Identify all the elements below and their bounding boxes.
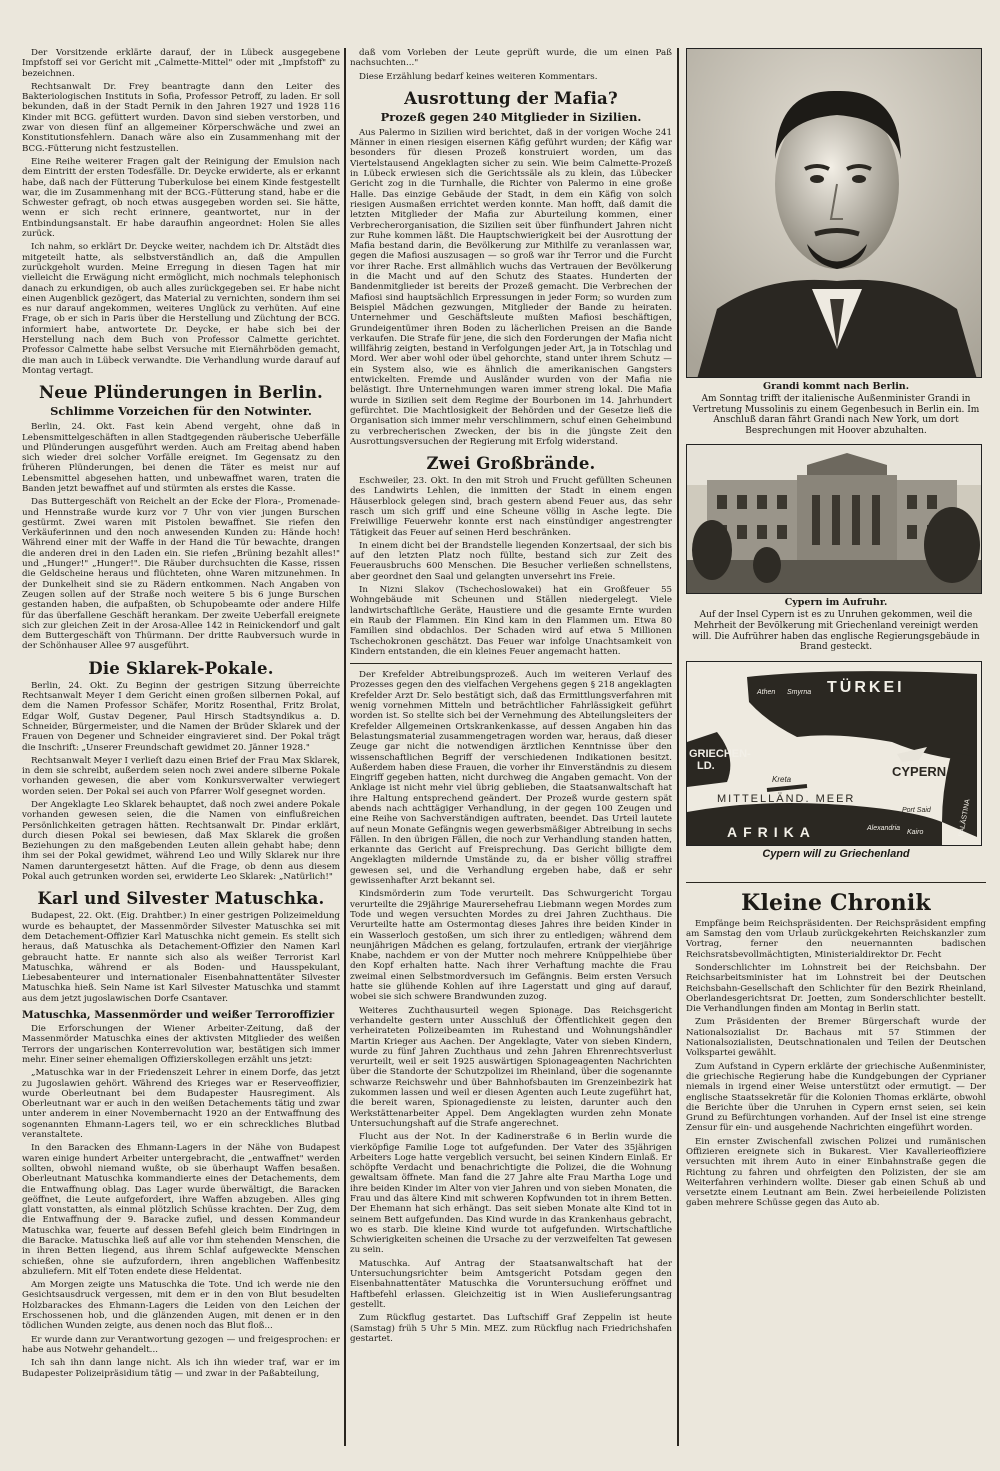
article-paragraph: Das Buttergeschäft von Reichelt an der Ecke der Flora-, Promenade- und Hennstraße wurde kurz vor 7 Uhr von vier jungen Burschen gestürmt. Zwei waren mit Pistolen bewaffnet. Sie riefen den Verkäuferinnen und den noch anwesenden Kunden zu: Hände hoch! Während einer mit der Waffe in der Hand die Tür bewachte, drangen die anderen drei in den Laden ein. Sie riefen „Brüning bezahlt alles!" und „Hunger!" „Hunger!". Die Räuber durchsuchten die Kasse, rissen die Geldscheine heraus und flüchteten, ohne Waren mitzunehmen. In der Dunkelheit sind sie zu Rädern entkommen. Nach Angaben von Zeugen sollen auf der Straße noch weitere 5 bis 6 junge Burschen gestanden haben, die aufpaßten, ob Schupobeamte oder andere Hilfe für das überfallene Geschäft herankam. Der zweite Ueberfall ereignete sich zur gleichen Zeit in der Arosa-Allee 142 in Reinickendorf und galt dem Buttergeschäft von Thürmann. Der dritte Raubversuch wurde in der Schönhauser Allee 97 ausgeführt.: [22, 497, 340, 652]
map-label-portsaid: Port Said: [902, 806, 931, 814]
map-label-ld: LD.: [697, 759, 715, 772]
article-paragraph: Ich sah ihn dann lange nicht. Als ich ihn wieder traf, war er im Budapester Polizeipräsidium tätig — und zwar in der Paßabteilung,: [22, 1358, 340, 1379]
article-paragraph: Am Morgen zeigte uns Matuschka die Tote. Und ich werde nie den Gesichtsausdruck vergessen, mit dem er in den von Blut besudelten Holzbarackes des Ehmann-Lagers die Leiden von den Leichen der Erschossenen hob, und die glänzenden Augen, mit denen er in den tödlichen Wunden zeigte, aus denen noch das Blut floß...: [22, 1280, 340, 1332]
headline-pluenderungen: Neue Plünderungen in Berlin.: [38, 383, 323, 403]
article-paragraph: Zum Präsidenten der Bremer Bürgerschaft wurde der Nationalsozialist Dr. Bachaus mit 57 Stimmen der Nationalsozialisten, Deutschnationalen und Teilen der Deutschen Volkspartei gewählt.: [686, 1017, 986, 1059]
article-paragraph: In den Baracken des Ehmann-Lagers in der Nähe von Budapest waren einige hundert Arbeiter untergebracht, die „entwaffnet" werden sollten, obwohl niemand wußte, ob sie überhaupt Waffen besaßen. Oberleutnant Matuschka kommandierte eines der Detachements, dem die Entwaffnung oblag. Das Lager wurde überwältigt, die Baracken geöffnet, die Leute aufgefordert, ihre Waffen abzugeben. Alles ging glatt vonstatten, als einmal plötzlich Schüsse krachten. Der Zug, dem die Entwaffnung der 9. Baracke zufiel, und dessen Kommandeur Matuschka war, feuerte auf dessen Befehl gleich beim Eindringen in die Baracke. Matuschka ließ auf alle vor ihm stehenden Menschen, die in ihren Betten liegend, aus ihrem Schlaf aufgeweckte Menschen schießen, ohne sie aufzufordern, ihren angeblichen Waffenbesitz abzuliefern. Mit elf Toten endete diese Heldentat.: [22, 1143, 340, 1277]
article-paragraph: Berlin, 24. Okt. Fast kein Abend vergeht, ohne daß in Lebensmittelgeschäften in allen Stadtgegenden räuberische Ueberfälle und Plünderungen ausgeführt werden. Auch am Freitag abend haben sich wieder drei solcher Vorfälle ereignet. Im Gegensatz zu den früheren Plünderungen, bei denen die Täter es meist nur auf Lebensmittel abgesehen hatten, und unbewaffnet waren, traten die Banden jetzt bewaffnet auf und stürmten als erstes die Kasse.: [22, 422, 340, 494]
article-paragraph: daß vom Vorleben der Leute geprüft wurde, die um einen Paß nachsuchten...": [350, 48, 672, 69]
divider: [686, 882, 986, 883]
article-paragraph: Matuschka. Auf Antrag der Staatsanwaltschaft hat der Untersuchungsrichter beim Amtsgericht Potsdam gegen den Eisenbahnattentäter Matuschka die Voruntersuchung eröffnet und Haftbefehl erlassen. Gleichzeitig ist in Wien Auslieferungsantrag gestellt.: [350, 1258, 672, 1310]
map-label-afrika: AFRIKA: [727, 823, 816, 840]
article-paragraph: Eine Reihe weiterer Fragen galt der Reinigung der Emulsion nach dem Eintritt der ersten Todesfälle. Dr. Deycke erwiderte, als er erkannt habe, daß nach der Fütterung Tuberkulose bei einem Kinde festgestellt war, die im Zusammenhang mit der BCG.-Fütterung stand, habe er die Schwester gefragt, ob noch etwas ausgegeben worden sei. Sie hätte, wenn er sich recht erinnere, geantwortet, nur in der Entbindungsanstalt. Er habe daraufhin angeordnet: Holen Sie alles zurück.: [22, 156, 340, 240]
article-paragraph: Der Krefelder Abtreibungsprozeß. Auch im weiteren Verlauf des Prozesses gegen den des vielfachen Vergehens gegen § 218 angeklagten Krefelder Arzt Dr. Selo bestätigt sich, daß das Ermittlungsverfahren mit wenig vornehmen Mitteln und beträchtlicher Fahrlässigkeit geführt worden ist. So stellte sich bei der Vernehmung des Abteilungsleiters der Krefelder Allgemeinen Ortskrankenkasse, auf dessen Angaben hin das Belastungsmaterial zusammengetragen worden war, heraus, daß dieser Zeuge gar nicht die notwendigen ärztlichen Kenntnisse über den wissenschaftlichen Begriff der verschiedenen Indikationen besitzt. Außerdem haben diese Frauen, die vorher ihr Einverständnis zu diesem Eingriff gegeben hatten, nicht durchweg die Angaben gemacht. Von der Anklage ist nicht mehr viel übrig geblieben, die Staatsanwaltschaft hat ihre Haltung entsprechend geändert. Der Prozeß wurde gestern spät abends nach achttägiger Verhandlung, in der gegen 100 Zeugen und eine Reihe von Sachverständigen auftraten, beendet. Das Urteil lautete auf neun Monate Gefängnis wegen gewerbsmäßiger Abtreibung in sechs Fällen. In den übrigen Fällen, die noch zur Verhandlung standen hatten, erkannte das Gericht auf Freisprechung. Das Gericht billigte dem Angeklagten mildernde Umstände zu, da er bisher völlig straffrei gewesen sei, und die Verhandlung ergeben habe, daß er sehr gewissenhafter Arzt bekannt sei.: [350, 670, 672, 887]
article-paragraph: Flucht aus der Not. In der Kadinerstraße 6 in Berlin wurde die vierköpfige Familie Loge tot aufgefunden. Der Vater des 35jährigen Arbeiters Loge hatte vergeblich versucht, bei seinen Kindern Einlaß. Er schöpfte Verdacht und benachrichtigte die Polizei, die die Wohnung gewaltsam öffnete. Man fand die 27 Jahre alte Frau Martha Loge und ihre beiden Kinder im Alter von vier Jahren und von sieben Monaten, die Frau und das ältere Kind mit schweren Kopfwunden tot in ihrem Betten. Der Ehemann hat sich erhängt. Das seit sieben Monate alte Kind tot in seinem Bett aufgefunden. Das Kind wurde in das Krankenhaus gebracht, wo es starb. Die kleine Kind wurde tot aufgefunden. Wirtschaftliche Schwierigkeiten scheinen die Ursache zu der verzweifelten Tat gewesen zu sein.: [350, 1132, 672, 1256]
map-label-griechen: GRIECHEN-: [689, 747, 751, 760]
portrait-photo: [686, 48, 982, 378]
article-paragraph: Die Erforschungen der Wiener Arbeiter-Zeitung, daß der Massenmörder Matuschka eines der aktivsten Mitglieder des weißen Terrors der ungarischen Konterrevolution war, bestätigen sich immer mehr. Einer seiner ehemaligen Offizierskollegen erzählt uns jetzt:: [22, 1024, 340, 1065]
map-label-athen: Athen: [757, 688, 776, 696]
article-paragraph: Zum Aufstand in Cypern erklärte der griechische Außenminister, die griechische Regierung habe die Kundgebungen der Cyprianer niemals in irgend einer Weise unterstützt oder ermutigt. — Der englische Staatssekretär für die Kolonien Thomas erklärte, obwohl die Berichte über die Unruhen in Cypern ernst seien, sei kein Grund zu Befürchtungen vorhanden. Auf der Insel ist eine strenge Zensur für ein- und ausgehende Nachrichten eingeführt worden.: [686, 1061, 986, 1134]
article-paragraph: Aus Palermo in Sizilien wird berichtet, daß in der vorigen Woche 241 Männer in einen riesigen eisernen Käfig geführt wurden; der Käfig war besonders für diesen Prozeß konstruiert worden, um das Viertelstausend Angeklagten sicher zu sein. Wie beim Calmette-Prozeß in Lübeck erwiesen sich die Gerichtssäle als zu klein, das Lübecker Gericht zog in die Turnhalle, die Richter von Palermo in eine große Halle. Das einzige Gebäude der Stadt, in dem ein Käfig von solch riesigen Ausmaßen errichtet werden konnte. Man hofft, daß damit die letzten Mitglieder der Mafia zur Aburteilung kommen, einer Verbrecherorganisation, die Sizilien seit über fünfhundert Jahren nicht zur Ruhe kommen läßt. Die Hauptschwierigkeit bei der Ausrottung der Mafia bestand darin, die Bevölkerung zur Mithilfe zu veranlassen war, gegen die Mafiosi auszusagen — so groß war ihr Terror und die Furcht vor ihrer Rache. Erst allmählich wuchs das Vertrauen der Bevölkerung in die Macht und auf den Schutz des Staates. Hunderten der Bandenmitglieder ist bereits der Prozeß gemacht. Die Verbrechen der Mafiosi sind hauptsächlich Erpressungen in jeder Form; so wurden zum Beispiel Mädchen gezwungen, Mitglieder der Bande zu heiraten. Unternehmer und Geschäftsleute mußten Mafiosi beschäftigen, Grundeigentümer ihren Boden zu lächerlichen Preisen an die Bande verkaufen. Die Strafe für jene, die sich den Forderungen der Mafia nicht willfährig zeigten, bestand in Verfolgungen jeder Art, ja in Totschlag und Mord. Wer aber wohl oder übel gehorchte, stand unter ihrem Schutz — ein System also, wie es ähnlich die amerikanischen Gangsters entwickelten. Fremde und Ausländer wurden von der Mafia nie belästigt. Ihre Unternehmungen waren immer streng lokal. Die Mafia wurde in Sizilien seit dem Regime der Bourbonen im 14. Jahrhundert gefürchtet. Die Machtlosigkeit der Behörden und der Gesetze ließ die Organisation sich immer mehr verschlimmern, schuf einen Geheimbund zu verbrecherischen Zwecken, der bis in die jüngste Zeit den Ausrottungsversuchen der Regierung mit Erfolg widerstand.: [350, 127, 672, 447]
headline-chronik: Kleine Chronik: [741, 889, 931, 916]
building-image: [687, 445, 982, 594]
cyprus-map: [686, 661, 982, 846]
map-label-alexandria: Alexandria: [867, 824, 901, 832]
map-label-palastina: PALÄSTINA: [958, 798, 972, 838]
map-drawing: [687, 662, 982, 846]
subheadline-mafia: Prozeß gegen 240 Mitglieder in Sizilien.: [380, 109, 642, 124]
article-paragraph: In einem dicht bei der Brandstelle liegenden Konzertsaal, der sich bis auf den letzten Platz noch füllte, bestand sich zur Zeit des Feuerausbruchs 600 Menschen. Die Besucher verließen schnellstens, aber geordnet den Saal und gelangten unversehrt ins Freie.: [350, 540, 672, 582]
article-paragraph: Der Vorsitzende erklärte darauf, der in Lübeck ausgegebene Impfstoff sei vor Gericht mit „Calmette-Mittel" oder mit „Impfstoff" zu bezeichnen.: [22, 48, 340, 79]
map-caption: Cypern will zu Griechenland: [762, 847, 910, 860]
article-paragraph: Weiteres Zuchthausurteil wegen Spionage. Das Reichsgericht verhandelte gestern unter Ausschluß der Öffentlichkeit gegen den verheirateten Polizeibeamten im Ruhestand und Wohnungshändler Martin Krieger aus Aachen. Der Angeklagte, Vater von sieben Kindern, wurde zu fünf Jahren Zuchthaus und zehn Jahren Ehrenrechtsverlust verurteilt, weil er seit 1925 auswärtigen Spionageagenten Nachrichten über die Standorte der Schutzpolizei im Rheinland, über die sogenannte schwarze Reichswehr und über Bahnhofsbauten im Grenzeinbezirk hat zukommen lassen und weil er diesen Agenten auch Leute zugeführt hat, die bereit waren, Spionagedienste zu leisten, darunter auch den Werkstättenarbeiter Appel. Dem Angeklagten wurden zehn Monate Untersuchungshaft auf die Strafe angerechnet.: [350, 1005, 672, 1129]
article-paragraph: Rechtsanwalt Meyer I verlieſt dazu einen Brief der Frau Max Sklarek, in dem sie schreibt, außerdem seien noch zwei andere silberne Pokale vorhanden gewesen, die aber vom Konkursverwalter verwiegert worden seien. Der Pokal sei auch von Pfarrer Wolf gesegnet worden.: [22, 755, 340, 797]
map-label-smyrna: Smyrna: [787, 688, 812, 696]
portrait-image: [687, 49, 982, 378]
article-paragraph: Der Angeklagte Leo Sklarek behauptet, daß noch zwei andere Pokale vorhanden gewesen seien, die die Namen von einflußreichen Persönlichkeiten getragen hätten. Rechtsanwalt Dr. Pindar erklärt, durch diesen Pokal sei bewiesen, daß Max Sklarek die großen Beziehungen zu den maßgebenden Leuten allein gehabt habe; denn ihm sei der Pokal gewidmet, während Leo und Willy Sklarek nur ihre Namen daruntergesetzt hätten. Auf die Frage, ob denn aus diesem Pokal auch getrunken worden sei, erwiderte Leo Sklarek: „Natürlich!": [22, 800, 340, 883]
headline-brande: Zwei Großbrände.: [426, 454, 596, 474]
article-paragraph: „Matuschka war in der Friedenszeit Lehrer in einem Dorfe, das jetzt zu Jugoslawien gehört. Während des Krieges war er Reserveoffizier, wurde Oberleutnant bei dem Budapester Hausregiment. Als Oberleutnant war er auch in den weißen Detachements tätig und zwar unter anderem in einer Novembernacht 1920 an der Entwaffnung des sogenannten Ehmann-Lagers teil, wo er ein schreckliches Blutbad veranstaltete.: [22, 1068, 340, 1141]
map-label-cypern: CYPERN: [892, 763, 947, 779]
article-paragraph: Eschweiler, 23. Okt. In den mit Stroh und Frucht gefüllten Scheunen des Landwirts Lehlen, die inmitten der Stadt in einem engen Häuserblock gelegen sind, brach gestern abend Feuer aus, das sehr rasch um sich griff und eine Scheune völlig in Asche legte. Die Freiwillige Feuerwehr konnte erst nach einstündiger angestrengter Tätigkeit das Feuer auf seinen Herd beschränken.: [350, 476, 672, 538]
subheadline-pluenderungen: Schlimme Vorzeichen für den Notwinter.: [50, 404, 312, 419]
photo-caption-cypern: Cypern im Aufruhr.: [784, 597, 888, 609]
headline-sklarek: Die Sklarek-Pokale.: [88, 658, 274, 678]
column-rule-left: [344, 48, 346, 1446]
column-middle: [350, 48, 672, 1448]
divider: [350, 663, 672, 664]
building-photo: [686, 444, 982, 594]
column-right: [686, 48, 986, 1448]
article-paragraph: Er wurde dann zur Verantwortung gezogen — und freigesprochen: er habe aus Notwehr gehandelt...: [22, 1334, 340, 1355]
headline-matuschka: Karl und Silvester Matuschka.: [37, 889, 325, 909]
photo-text-grandi: Am Sonntag trifft der italienische Außenminister Grandi in Vertretung Mussolinis zu einem Gegenbesuch in Berlin ein. Im Anschluß daran fährt Grandi nach New York, um dort Besprechungen mit Hoover abzuhalten.: [692, 394, 980, 436]
article-paragraph: Empfänge beim Reichspräsidenten. Der Reichspräsident empfing am Samstag den vom Urlaub zurückgekehrten Reichskanzler zum Vortrag, ferner den neuernannten badischen Reichsratsbevollmächtigten, Ministerialdirektor Dr. Fecht: [686, 918, 986, 960]
article-paragraph: Berlin, 24. Okt. Zu Beginn der gestrigen Sitzung überreichte Rechtsanwalt Meyer I dem Gericht einen großen silbernen Pokal, auf dem die Namen Professor Schäfer, Moritz Rosenthal, Fritz Brolat, Edgar Wolf, Gustav Degener, Paul Hirsch Stadtsyndikus a. D. Schneider, Bürgermeister, und die Namen der Brüder Sklarek und der Frauen von Degener und Schneider eingravieret sind. Der Pokal trägt die Inschrift: „Unserer Freundschaft gewidmet 20. Jänner 1928.": [22, 680, 340, 753]
photo-caption-grandi: Grandi kommt nach Berlin.: [762, 381, 910, 392]
article-paragraph: Zum Rückflug gestartet. Das Luftschiff Graf Zeppelin ist heute (Samstag) früh 5 Uhr 5 Min. MEZ. zum Rückflug nach Friedrichshafen gestartet.: [350, 1313, 672, 1344]
map-label-mittelmeer: MITTELLÄND. MEER: [717, 792, 856, 805]
column-rule-right: [677, 48, 679, 1446]
headline-terror: Matuschka, Massenmörder und weißer Terroroffizier: [22, 1009, 335, 1022]
article-paragraph: Kindsmörderin zum Tode verurteilt. Das Schwurgericht Torgau verurteilte die 29jährige Maurersehefrau Liebmann wegen Mordes zum Tode und wegen versuchten Mordes zu drei Jahren Zuchthaus. Die Verurteilte hatte am Ostermontag dieses Jahres ihre beiden Kinder in ein Wasserloch gestoßen, um sich ihrer zu entledigen; während dem neunjährigen Mädchen es gelang, fortzulaufen, ertrank der vierjährige Knabe, nachdem er von der Mutter noch mehrere Knüppelhiebe über den Kopf erhalten hatte. Nach ihrer Verhaftung machte die Frau zweimal einen Selbstmordversuch im Gefängnis. Beim ersten Versuch hatte sie glühende Kohlen auf ihre Lagerstatt und ging auf darauf, wobei sie sich schwere Brandwunden zuzog.: [350, 889, 672, 1003]
article-paragraph: Rechtsanwalt Dr. Frey beantragte dann den Leiter des Bakteriologischen Instituts in Sofia, Professor Petroff, zu laden. Er soll bekunden, daß in der Stadt Pernik in den Jahren 1927 und 1928 116 Kinder mit BCG. gefüttert wurden. Davon sind sieben verstorben, und zwar von diesen fünf an allgemeiner Körperschwäche und zwei an Konstitutionsfehlern. Danach wäre also ein Zusammenhang mit der BCG.-Fütterung nicht festzustellen.: [22, 81, 340, 154]
article-paragraph: Sonderschlichter im Lohnstreit bei der Reichsbahn. Der Reichsarbeitsminister hat im Lohnstreit bei der Deutschen Reichsbahn-Gesellschaft den Schlichter für den Bezirk Rheinland, Oberlandesgerichtsrat Dr. Joetten, zum Sonderschlichter bestellt. Die Verhandlungen finden am Montag in Berlin statt.: [686, 962, 986, 1015]
article-paragraph: In Nizni Slakov (Tschechoslowakei) hat ein Großfeuer 55 Wohngebäude mit Scheunen und Ställen niedergelegt. Viele landwirtschaftliche Geräte, Haustiere und die gesamte Ernte wurden ein Raub der Flammen. Ein Kind kam in den Flammen um. Etwa 80 Familien sind obdachlos. Der Schaden wird auf etwa 5 Millionen Tschechokronen geschätzt. Das Feuer war infolge Unachtsamkeit von Kindern entstanden, die ein kleines Feuer angemacht hatten.: [350, 585, 672, 657]
article-paragraph: Ein ernster Zwischenfall zwischen Polizei und rumänischen Offizieren ereignete sich in Bukarest. Vier Kavallerieoffiziere versuchten mit ihrem Auto in einer Einbahnstraße gegen die Richtung zu fahren und ohrfeigten den Polizisten, der sie am Weiterfahren verhindern wollte. Dieser gab einen Schuß ab und versetzte einem Leutnant am Bein. Zwei herbeieilende Polizisten gaben mehrere Schüsse gegen das Auto ab.: [686, 1136, 986, 1209]
article-paragraph: Ich nahm, so erklärt Dr. Deycke weiter, nachdem ich Dr. Altstädt dies mitgeteilt hatte, als selbstverständlich an, daß die Ampullen zurückgeholt wurden. Meine Erregung in diesen Tagen hat mir vielleicht die Erwägung nicht ermöglicht, mich nochmals telephonisch danach zu erkundigen, ob auch alles zurückgegeben sei. Er habe nicht einen Augenblick gezögert, das Material zu vernichten, sondern ihm sei es nur darauf angekommen, weiteres Unglück zu verhüten. Auf eine Frage, ob er sich in Paris über die Herstellung und Züchtung der BCG. informiert habe, antwortete Dr. Deycke, er habe sich bei der Herstellung nach dem Buch von Professor Calmette gerichtet. Professor Calmette habe selbst Versuche mit Eiernährböden gemacht, die man auch in Lübeck verwandte. Die Verhandlung wurde darauf auf Montag vertagt.: [22, 242, 340, 376]
photo-text-cypern: Auf der Insel Cypern ist es zu Unruhen gekommen, weil die Mehrheit der Bevölkerung mit Griechenland vereinigt werden will. Die Aufrührer haben das englische Regierungsgebäude in Brand gesteckt.: [692, 610, 980, 653]
map-label-turkei: TÜRKEI: [827, 678, 905, 696]
headline-mafia: Ausrottung der Mafia?: [404, 88, 618, 108]
column-left: [22, 48, 340, 1448]
map-label-kreta: Kreta: [772, 774, 792, 784]
article-paragraph: Diese Erzählung bedarf keines weiteren Kommentars.: [359, 71, 598, 82]
article-paragraph: Budapest, 22. Okt. (Eig. Drahtber.) In einer gestrigen Polizeimeldung wurde es behauptet, der Massenmörder Silvester Matuschka sei mit dem Detachement-Offizier Karl Matuschka nicht gemein. Es stellt sich heraus, daß Matuschka als Detachement-Offizier den Namen Karl gebraucht hatte. Er nannte sich also als weißer Terrorist Karl Matuschka, während er als Boden- und Hausspekulant, Liebesabenteurer und internationaler Eisenbahnattentäter Silvester Matuschka hieß. Sein Name ist Karl Silvester Matuschka und stammt aus dem jetzt jugoslawischen Dorfe Csantaver.: [22, 911, 340, 1004]
map-label-kairo: Kairo: [907, 828, 924, 836]
